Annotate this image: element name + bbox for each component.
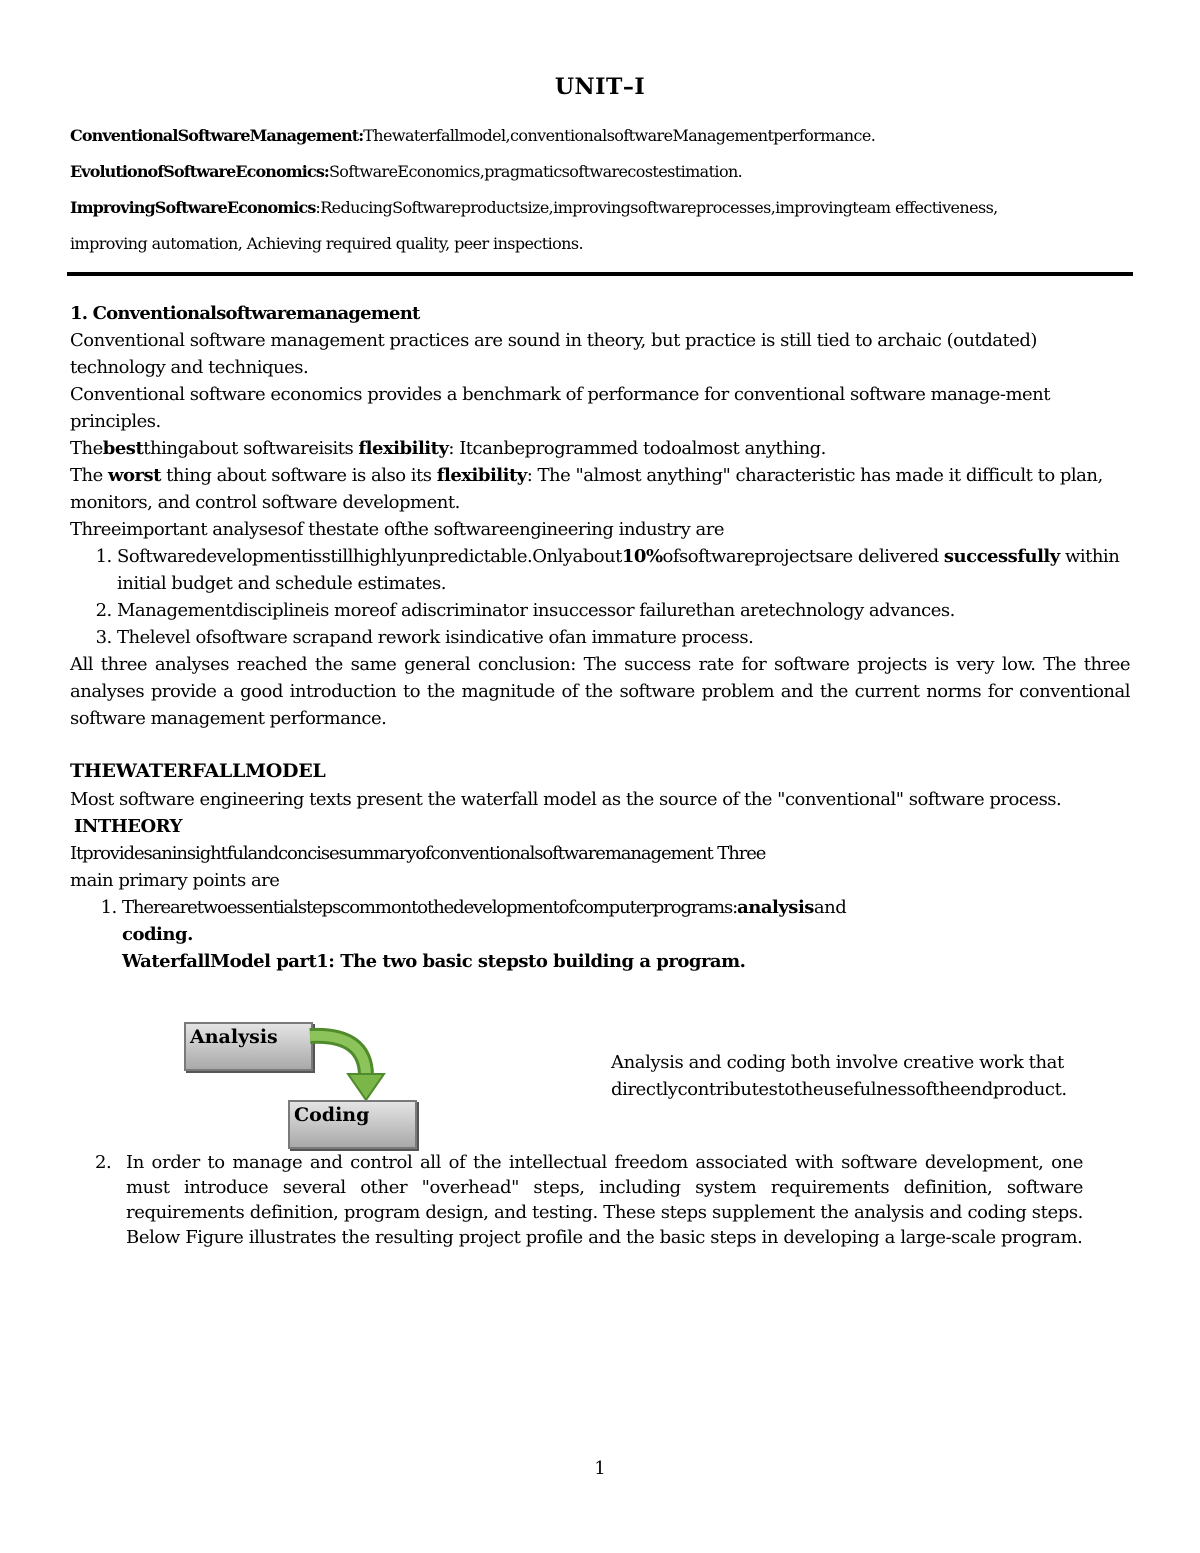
- text-run: The: [70, 465, 108, 486]
- topic-label: ConventionalSoftwareManagement:: [70, 126, 364, 145]
- list-item: 3. Thelevel ofsoftware scrapand rework isindicative ofan immature process.: [117, 624, 1130, 651]
- waterfall-heading: THEWATERFALLMODEL: [70, 760, 326, 782]
- list-item: [117, 543, 1130, 597]
- text-run: Therearetwoessentialstepscommontothedevelopmentofcomputerprograms:: [122, 897, 738, 918]
- section-waterfall: [70, 786, 1110, 975]
- topic-text: improving automation, Achieving required quality, peer inspections.: [70, 234, 583, 253]
- topic-label: ImprovingSoftwareEconomics: [70, 198, 316, 217]
- analyses-list: [70, 543, 1130, 651]
- points-list: [70, 894, 1110, 975]
- bold-run: best: [102, 438, 144, 459]
- topic-line: [70, 190, 1140, 226]
- box-label: Coding: [294, 1104, 370, 1126]
- text-run: within initial budget and schedule estimates.: [117, 546, 1120, 594]
- bold-run: successfully: [943, 546, 1060, 567]
- bold-run: coding.: [122, 924, 193, 945]
- bold-run: flexibility: [358, 438, 449, 459]
- paragraph: All three analyses reached the same general conclusion: The success rate for software projects is very low. The three analyses provide a good introduction to the magnitude of the software problem and the current norms for conventional software management performance.: [70, 654, 1130, 729]
- paragraph: Conventional software management practices are sound in theory, but practice is still tied to archaic (outdated) technology and techniques.: [70, 330, 1037, 378]
- paragraph: Conventional software economics provides a benchmark of performance for conventional software manage-ment principles.: [70, 384, 1050, 432]
- paragraph: main primary points are: [70, 870, 280, 891]
- coding-box: [288, 1100, 417, 1149]
- bold-run: analysis: [737, 897, 814, 918]
- bold-run: flexibility: [436, 465, 527, 486]
- unit-title: UNIT–I: [554, 74, 646, 100]
- text-run: thing about software is also its: [160, 465, 437, 486]
- box-label: Analysis: [190, 1026, 278, 1048]
- topic-text: Thewaterfallmodel,conventionalsoftwareManagementperformance.: [363, 126, 876, 145]
- text-run: thingabout softwareisits: [143, 438, 359, 459]
- analysis-box: [184, 1022, 313, 1071]
- text-run: Softwaredevelopmentisstillhighlyunpredictable.Onlyabout: [117, 546, 622, 567]
- waterfall-figure: [180, 1018, 420, 1150]
- bold-run: 10%: [621, 546, 663, 567]
- section-heading: 1. Conventionalsoftwaremanagement: [70, 303, 420, 324]
- paragraph-worst: [70, 462, 1130, 516]
- section-conventional-management: [70, 300, 1130, 732]
- page-number: 1: [594, 1458, 606, 1479]
- bold-run: worst: [107, 465, 161, 486]
- text-run: ofsoftwareprojectsare delivered: [662, 546, 944, 567]
- paragraph: Itprovidesaninsightfulandconcisesummaryofconventionalsoftwaremanagement Three: [70, 843, 766, 864]
- topic-line: [70, 118, 1140, 154]
- topic-line: [70, 226, 1140, 262]
- figure-note: Analysis and coding both involve creative work that directlycontributestotheusefulnessoftheendproduct.: [611, 1052, 1067, 1100]
- text-run: : Itcanbeprogrammed todoalmost anything.: [448, 438, 826, 459]
- curved-arrow-icon: [308, 1030, 388, 1110]
- paragraph-best: [70, 435, 1130, 462]
- list-item: 2. Managementdisciplineis moreof adiscriminator insuccessor failurethan aretechnology advances.: [117, 597, 1130, 624]
- text-run: and: [813, 897, 847, 918]
- paragraph: Most software engineering texts present the waterfall model as the source of the "conventional" software process.: [70, 789, 1062, 810]
- point-two: [95, 1150, 1083, 1250]
- list-item: [122, 894, 1110, 975]
- paragraph: Threeimportant analysesof thestate ofthe softwareengineering industry are: [70, 519, 725, 540]
- paragraph: In order to manage and control all of the intellectual freedom associated with software development, one must introduce several other "overhead" steps, including system requirements definition, software requirements definition, program design, and testing. These steps supplement the analysis and coding steps. Below Figure illustrates the resulting project profile and the basic steps in developing a large-scale program.: [126, 1152, 1083, 1248]
- horizontal-divider: [67, 272, 1133, 276]
- figure-caption: WaterfallModel part1: The two basic stepsto building a program.: [122, 951, 746, 972]
- topic-line: [70, 154, 1140, 190]
- text-run: The: [70, 438, 103, 459]
- theory-heading: INTHEORY: [74, 816, 182, 837]
- text-run: : The "almost anything" characteristic has made it difficult to plan, monitors, and control software development.: [70, 465, 1103, 513]
- topics-summary: [70, 118, 1140, 262]
- list-number: 2.: [95, 1152, 112, 1173]
- topic-text: :ReducingSoftwareproductsize,improvingsoftwareprocesses,improvingteam effectiveness,: [315, 198, 998, 217]
- topic-label: EvolutionofSoftwareEconomics:: [70, 162, 329, 181]
- topic-text: SoftwareEconomics,pragmaticsoftwarecostestimation.: [328, 162, 743, 181]
